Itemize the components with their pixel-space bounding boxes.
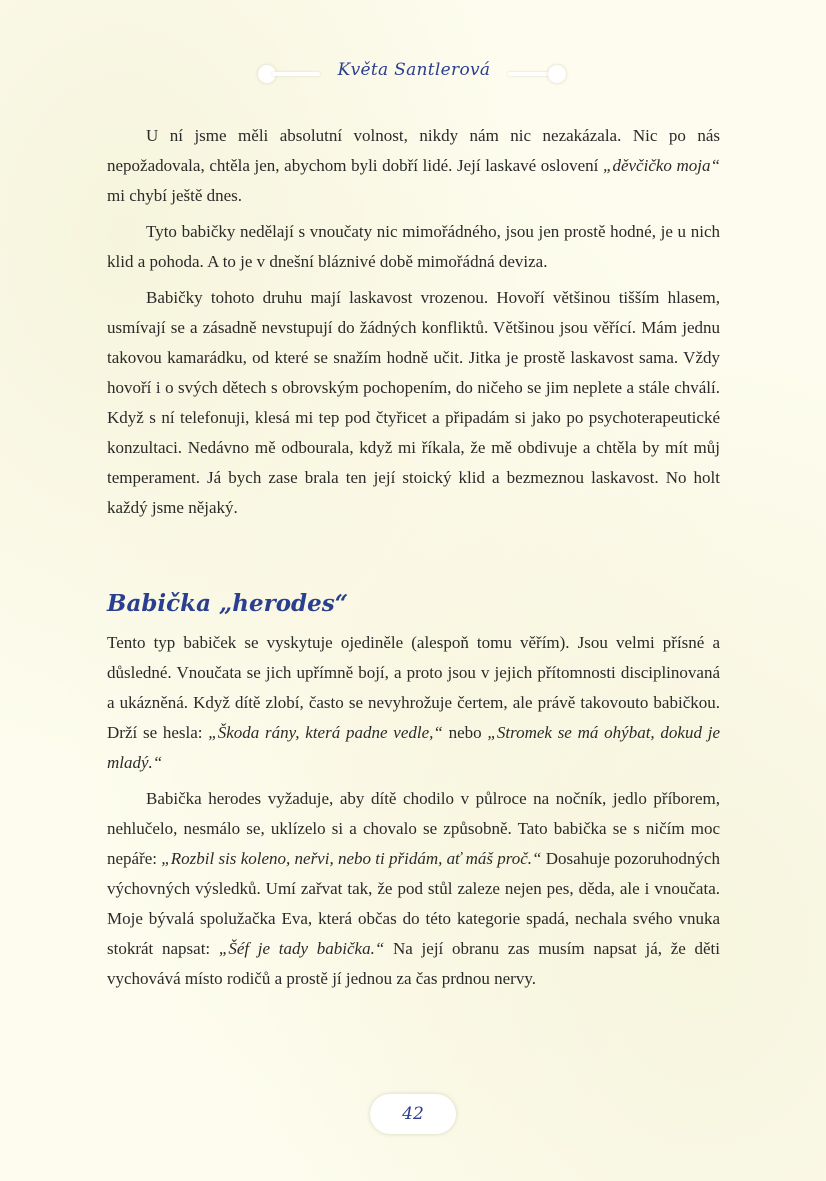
quote: „Škoda rány, která padne vedle,“ [208,723,443,742]
header-rule-left [272,72,320,76]
section-heading: Babička „herodes“ [107,590,348,617]
page-number-badge [370,1094,456,1134]
quote: „děvčičko moja“ [603,156,720,175]
section-1-text [107,121,720,529]
header-ornament-right [548,65,566,83]
paragraph: Babičky tohoto druhu mají laskavost vrozenou. Hovoří většinou tišším hlasem, usmívají se a zásadně nevstupují do žádných konfliktů. Většinou jsou věřící. Mám jednu takovou kamarádku, od které se snažím hodně učit. Jitka je prostě laskavost sama. Vždy hovoří i o svých dětech s obrovským pochopením, do ničeho se jim neplete a stále chválí. Když s ní telefonuji, klesá mi tep pod čtyřicet a připadám si jako po psychoterapeutické konzultaci. Nedávno mě odbourala, když mi říkala, že mě obdivuje a chtěla by mít můj temperament. Já bych zase brala ten její stoický klid a bezmeznou laskavost. No holt každý jsme nějaký. [107,288,720,517]
quote: „Rozbil sis koleno, neřvi, nebo ti přidám, ať máš proč.“ [161,849,542,868]
author-name: Květa Santlerová [337,60,491,80]
section-2-text [107,628,720,1000]
running-header [0,56,826,92]
paragraph: Babička herodes vyžaduje, aby dítě chodilo v půlroce na nočník, jedlo příborem, nehlučelo, nesmálo se, uklízelo si a chovalo se způsobně. Tato babička se s ničím moc nepáře: „Rozbil sis koleno, neřvi, nebo ti přidám, ať máš proč.“ Dosahuje pozoruhodných výchovných výsledků. Umí zařvat tak, že pod stůl zaleze nejen pes, děda, ale i vnoučata. Moje bývalá spolužačka Eva, která občas do této kategorie spadá, nechala svého vnuka stokrát napsat: „Šéf je tady babička.“ Na její obranu zas musím napsat já, že děti vychovává místo rodičů a prostě jí jednou za čas prdnou nervy. [107,789,721,988]
paragraph: Tyto babičky nedělají s vnoučaty nic mimořádného, jsou jen prostě hodné, je u nich klid a pohoda. A to je v dnešní bláznivé době mimořádná deviza. [107,222,720,271]
quote: „Šéf je tady babička.“ [218,939,385,958]
paragraph: Tento typ babiček se vyskytuje ojediněle (alespoň tomu věřím). Jsou velmi přísné a důsledné. Vnoučata se jich upřímně bojí, a proto jsou v jejich přítomnosti disciplinovaná a ukázněná. Když dítě zlobí, často se nevyhrožuje čertem, ale právě takovouto babičkou. Drží se hesla: „Škoda rány, která padne vedle,“ nebo „Stromek se má ohýbat, dokud je mladý.“ [107,633,720,772]
page-number: 42 [402,1104,424,1124]
quote: „Stromek se má ohýbat, dokud je mladý.“ [107,723,720,772]
paragraph: U ní jsme měli absolutní volnost, nikdy nám nic nezakázala. Nic po nás nepožadovala, chtěla jen, abychom byli dobří lidé. Její laskavé oslovení „děvčičko moja“ mi chybí ještě dnes. [107,126,720,205]
header-rule-right [508,72,552,76]
